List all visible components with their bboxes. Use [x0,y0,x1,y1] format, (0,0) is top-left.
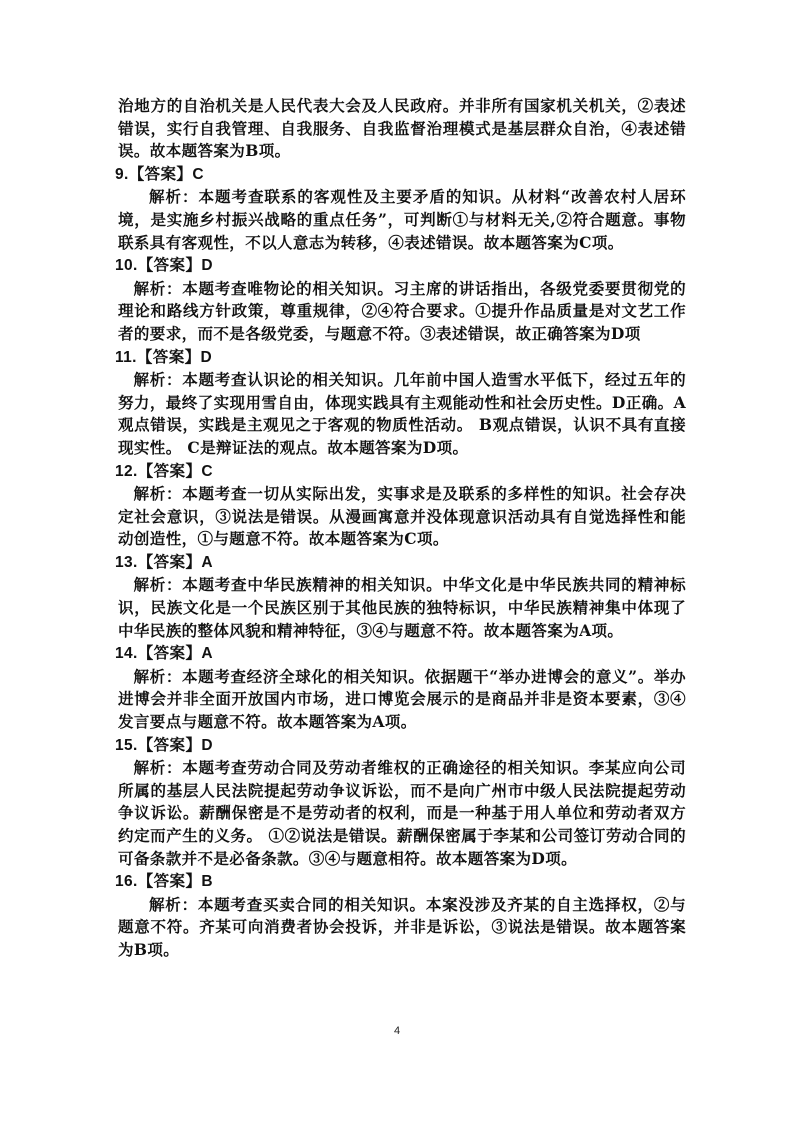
question-number: 9. [115,165,129,183]
answer-letter: D [201,257,213,275]
question-number: 11. [115,348,137,366]
answer-letter: C [192,165,204,183]
page-number: 4 [393,1025,401,1037]
answer-label: 【答案】 [137,551,202,571]
analysis-paragraph: 解析：本题考查买卖合同的相关知识。本案没涉及齐某的自主选择权，②与题意不符。齐某可向消费者协会投诉，并非是诉讼，③说法是错误。故本题答案为B项。 [118,894,686,959]
answer-label: 【答案】 [137,734,202,754]
analysis-paragraph: 解析：本题考查劳动合同及劳动者维权的正确途径的相关知识。李某应向公司所属的基层人民法院提起劳动争议诉讼，而不是向广州市中级人民法院提起劳动争议诉讼。薪酬保密是不是劳动者的权利，而是一种基于用人单位和劳动者双方约定而产生的义务。 ①②说法是错误。薪酬保密属于李某和公司签订劳动合同的可备条款并不是必备条款。③④与题意相符。故本题答案为D项。 [118,758,686,868]
intro-paragraph: 治地方的自治机关是人民代表大会及人民政府。并非所有国家机关机关，②表述错误，实行自我管理、自我服务、自我监督治理模式是基层群众自治，④表述错误。故本题答案为B项。 [118,96,686,161]
answer-item-10 [115,254,686,345]
question-number: 10. [115,257,138,275]
answer-line [115,870,686,894]
analysis-paragraph: 解析：本题考查中华民族精神的相关知识。中华文化是中华民族共同的精神标识，民族文化是一个民族区别于其他民族的独特标识，中华民族精神集中体现了中华民族的整体风貌和精神特征，③④与题意不符。故本题答案为A项。 [118,575,686,640]
answer-letter: B [201,873,213,891]
answer-letter: A [201,645,213,663]
answer-item-14 [115,642,686,733]
question-number: 14. [115,645,138,663]
analysis-paragraph: 解析：本题考查联系的客观性及主要矛盾的知识。从材料“改善农村人居环境，是实施乡村振兴战略的重点任务”，可判断①与材料无关,②符合题意。事物联系具有客观性，不以人意志为转移，④表述错误。故本题答案为C项。 [118,187,686,252]
answer-letter: D [201,736,213,754]
answer-line [115,163,686,187]
answer-item-16 [115,870,686,961]
answer-label: 【答案】 [137,643,202,663]
answer-letter: A [201,553,213,571]
answer-line [115,551,686,575]
answer-analysis-content [115,95,686,962]
answer-line [115,642,686,666]
answer-line [115,460,686,484]
answer-item-13 [115,551,686,642]
answer-label: 【答案】 [137,460,202,480]
answer-item-11 [115,346,686,460]
answer-line [115,254,686,278]
answer-line [115,734,686,758]
question-number: 13. [115,553,138,571]
question-number: 12. [115,462,138,480]
answer-item-15 [115,734,686,871]
analysis-paragraph: 解析：本题考查唯物论的相关知识。习主席的讲话指出，各级党委要贯彻党的理论和路线方针政策，尊重规律，②④符合要求。①提升作品质量是对文艺工作者的要求，而不是各级党委，与题意不符。③表述错误，故正确答案为D项 [118,278,686,343]
answer-letter: C [201,462,213,480]
answer-label: 【答案】 [128,163,193,183]
answer-line [115,346,686,370]
analysis-paragraph: 解析：本题考查一切从实际出发，实事求是及联系的多样性的知识。社会存决定社会意识，③说法是错误。从漫画寓意并没体现意识活动具有自觉选择性和能动创造性，①与题意不符。故本题答案为C项。 [118,484,686,549]
question-number: 16. [115,873,138,891]
analysis-paragraph: 解析：本题考查认识论的相关知识。几年前中国人造雪水平低下，经过五年的努力，最终了实现用雪自由，体现实践具有主观能动性和社会历史性。D正确。A观点错误，实践是主观见之于客观的物质性活动。 B观点错误，认识不具有直接现实性。 C是辩证法的观点。故本题答案为D项。 [118,370,686,457]
answer-label: 【答案】 [137,255,202,275]
answer-label: 【答案】 [137,871,202,891]
question-number: 15. [115,736,138,754]
analysis-paragraph: 解析：本题考查经济全球化的相关知识。依据题干“举办进博会的意义”。举办进博会并非全面开放国内市场，进口博览会展示的是商品并非是资本要素，③④发言要点与题意不符。故本题答案为A项。 [118,666,686,732]
answer-item-9 [115,163,686,254]
answer-letter: D [200,348,213,366]
answer-label: 【答案】 [136,346,201,366]
answer-item-12 [115,460,686,551]
